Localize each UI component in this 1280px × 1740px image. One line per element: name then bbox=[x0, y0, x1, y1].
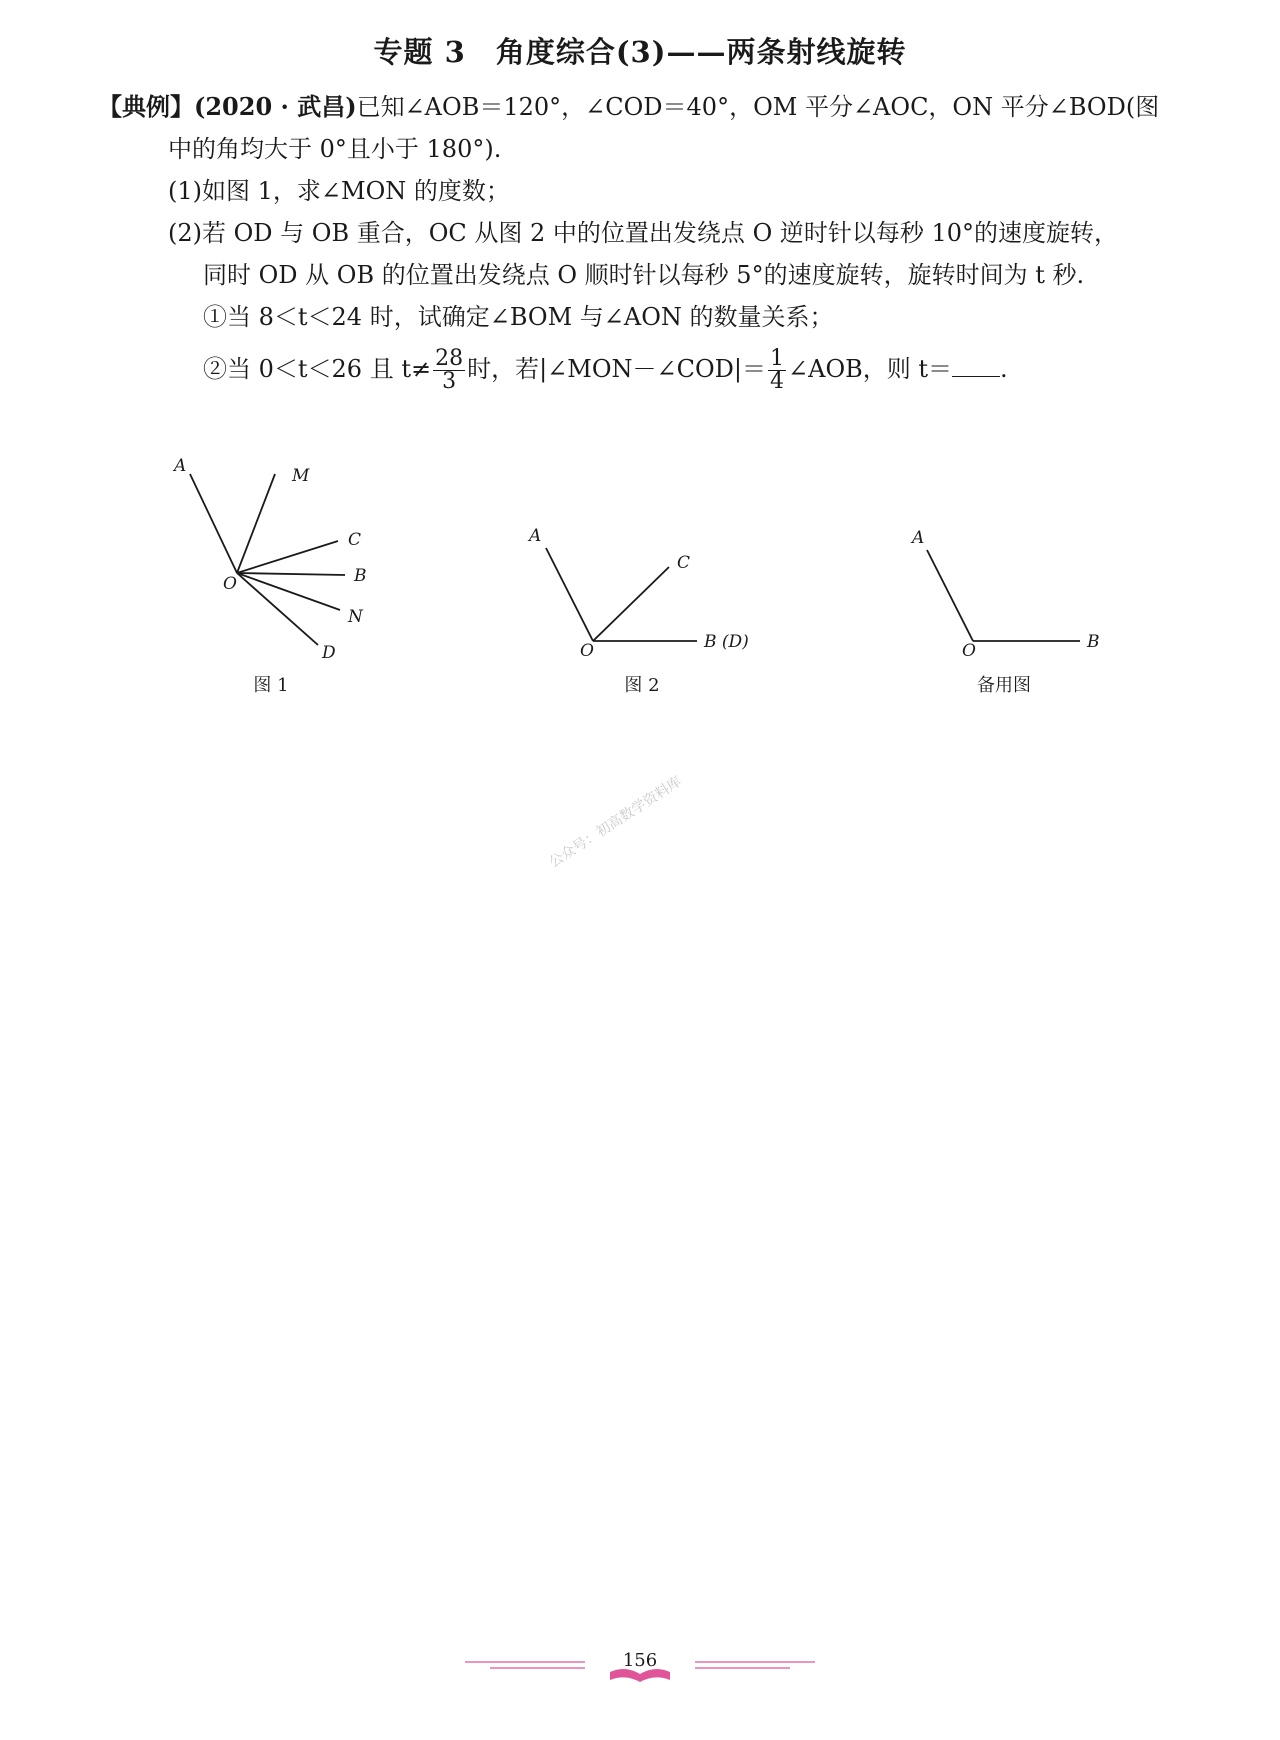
fraction-numerator: 28 bbox=[435, 346, 464, 371]
example-source: (2020 · 武昌) bbox=[194, 92, 357, 121]
question-1: (1)如图 1，求∠MON 的度数； bbox=[168, 177, 510, 205]
question-2-sub-1: ①当 8＜t＜24 时，试确定∠BOM 与∠AON 的数量关系； bbox=[203, 303, 834, 331]
question-2-sub-2 bbox=[203, 348, 1008, 393]
page-number: 156 bbox=[622, 1650, 658, 1671]
figure-backup bbox=[900, 515, 1120, 665]
label-b-d: B (D) bbox=[704, 632, 749, 652]
label-o: O bbox=[223, 574, 237, 594]
watermark: 公众号：初高数学资料库 bbox=[546, 773, 685, 871]
label-a: A bbox=[912, 528, 925, 548]
ray-ob bbox=[237, 573, 345, 575]
figure-2 bbox=[520, 515, 770, 665]
fraction-1-4 bbox=[768, 348, 786, 393]
label-c: C bbox=[348, 530, 362, 550]
label-o: O bbox=[580, 641, 594, 661]
ray-on bbox=[237, 573, 340, 610]
example-line-2: 中的角均大于 0°且小于 180°). bbox=[168, 135, 502, 163]
label-a: A bbox=[529, 526, 542, 546]
fraction-denominator: 4 bbox=[770, 369, 785, 394]
label-d: D bbox=[322, 643, 336, 663]
example-tag: 【典例】 bbox=[98, 92, 194, 121]
sub2-text-b: 时，若|∠MON－∠COD|＝ bbox=[467, 355, 767, 383]
question-2-line-2: 同时 OD 从 OB 的位置出发绕点 O 顺时针以每秒 5°的速度旋转，旋转时间为 t 秒. bbox=[203, 261, 1085, 289]
figure-2-caption: 图 2 bbox=[624, 675, 660, 696]
fraction-denominator: 3 bbox=[442, 369, 457, 394]
sub2-text-c: ∠AOB，则 t＝ bbox=[788, 355, 953, 383]
label-a: A bbox=[174, 456, 187, 476]
figure-1 bbox=[160, 440, 400, 670]
figure-backup-caption: 备用图 bbox=[977, 675, 1031, 696]
example-text-1: 已知∠AOB＝120°，∠COD＝40°，OM 平分∠AOC，ON 平分∠BOD(图 bbox=[356, 93, 1160, 121]
sub2-end: . bbox=[1000, 355, 1008, 383]
sub2-text-a: ②当 0＜t＜26 且 t≠ bbox=[203, 355, 432, 383]
question-2-line-1: (2)若 OD 与 OB 重合，OC 从图 2 中的位置出发绕点 O 逆时针以每秒 10°的速度旋转， bbox=[168, 219, 1119, 247]
fraction-numerator: 1 bbox=[770, 346, 785, 371]
ray-oa bbox=[190, 474, 237, 573]
figure-1-caption: 图 1 bbox=[253, 675, 289, 696]
fraction-28-3 bbox=[433, 348, 465, 393]
example-line-1 bbox=[98, 90, 1159, 124]
ray-oa bbox=[546, 548, 593, 641]
ray-oc bbox=[593, 567, 669, 641]
label-m: M bbox=[292, 466, 310, 486]
label-n: N bbox=[348, 607, 363, 627]
label-b: B bbox=[354, 566, 367, 586]
ray-oc bbox=[237, 541, 338, 573]
label-c: C bbox=[677, 553, 691, 573]
label-b: B bbox=[1087, 632, 1100, 652]
label-o: O bbox=[962, 641, 976, 661]
page-title: 专题 3 角度综合(3)——两条射线旋转 bbox=[373, 35, 907, 69]
ray-om bbox=[237, 474, 275, 573]
ray-oa bbox=[927, 550, 973, 641]
ray-od bbox=[237, 573, 318, 645]
answer-blank bbox=[952, 356, 1000, 377]
